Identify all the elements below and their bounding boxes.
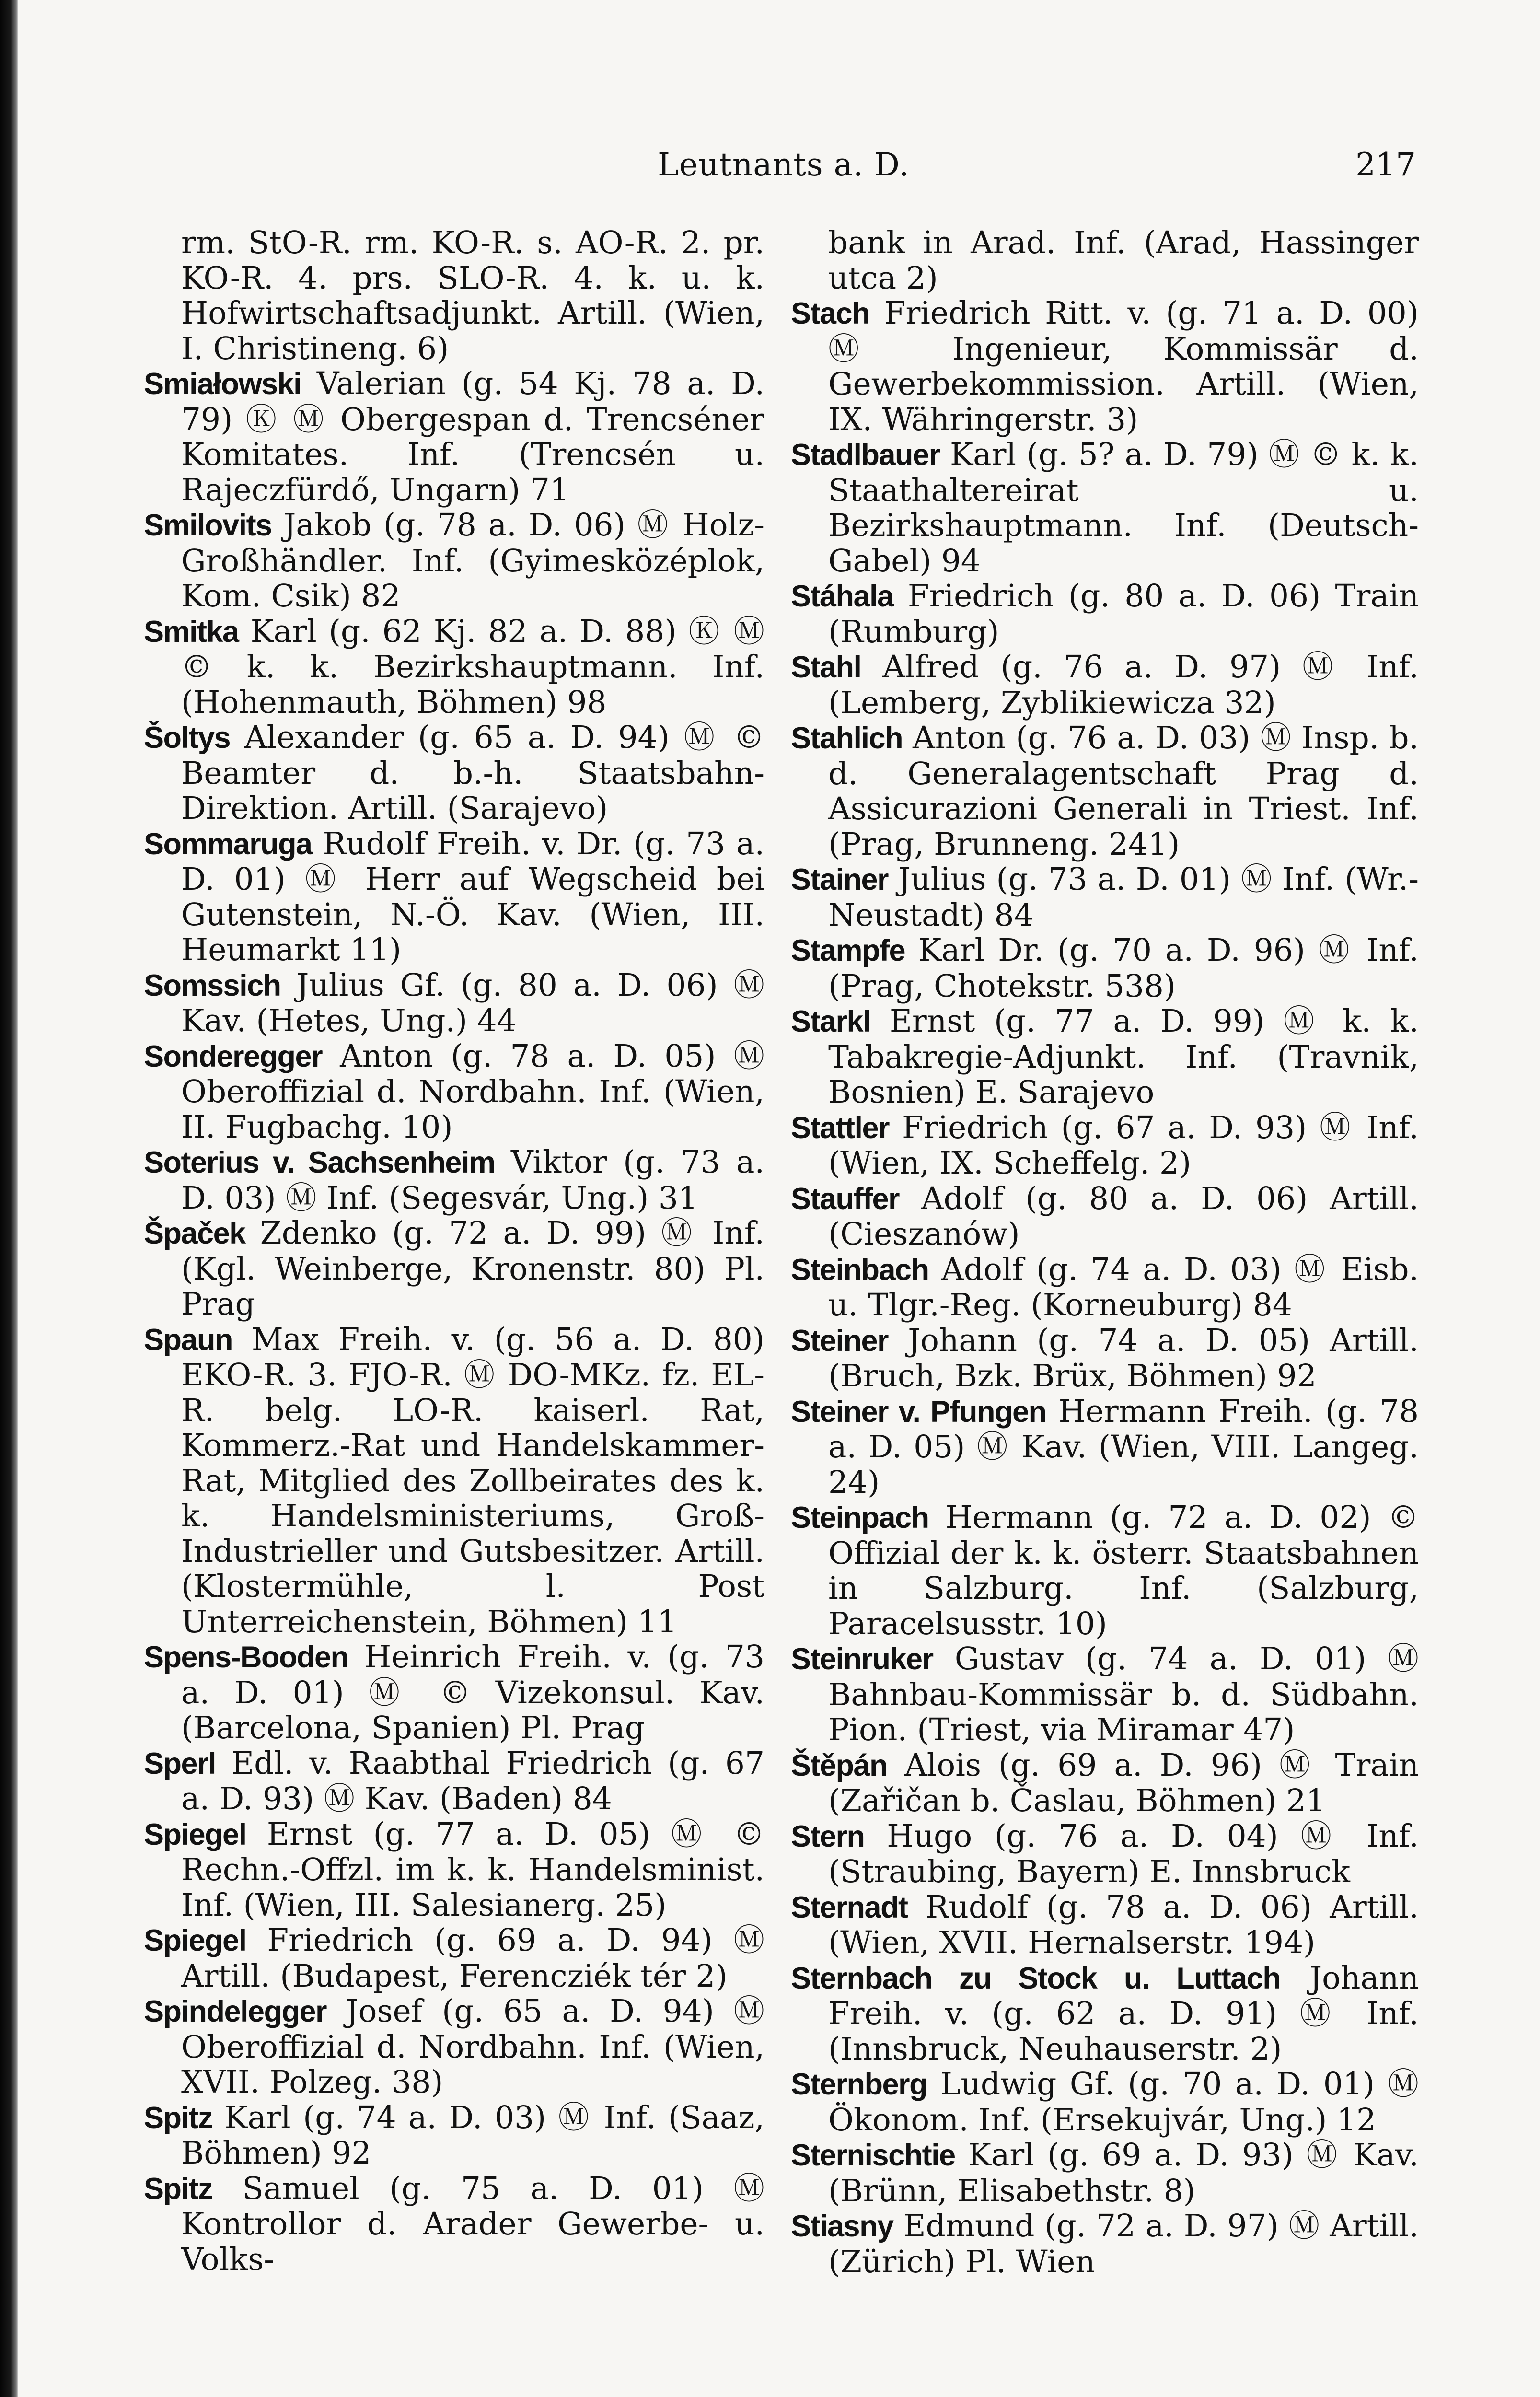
page-number: 217 — [1355, 146, 1416, 183]
entry-surname: Spens-Booden — [144, 1641, 348, 1674]
entry-details: Jakob (g. 78 a. D. 06) Ⓜ Holz-Großhändler. Inf. (Gyimesközéplok, Kom. Csik) 82 — [181, 507, 764, 614]
entry-surname: Spindelegger — [144, 1995, 327, 2028]
entry-surname: Štěpán — [791, 1748, 888, 1782]
register-entry — [791, 1181, 1419, 1252]
entry-surname: Stahlich — [791, 721, 903, 755]
register-entry — [791, 1004, 1419, 1110]
entry-details: Adolf (g. 80 a. D. 06) Artill. (Cieszanów) — [828, 1180, 1419, 1252]
register-entry — [144, 508, 764, 614]
entry-details: Ernst (g. 77 a. D. 99) Ⓜ k. k. Tabakregie-Adjunkt. Inf. (Travnik, Bosnien) E. Sarajevo — [828, 1003, 1419, 1110]
register-entry — [144, 1145, 764, 1216]
entry-surname: Sternbach zu Stock u. Luttach — [791, 1961, 1281, 1995]
entry-surname: Stampfe — [791, 934, 905, 967]
entry-details: Anton (g. 76 a. D. 03) Ⓜ Insp. b. d. Generalagentschaft Prag d. Assicurazioni Generali in Triest. Inf. (Prag, Brunneng. 241) — [828, 720, 1419, 862]
entry-surname: Sternischtie — [791, 2139, 955, 2172]
register-entry — [791, 721, 1419, 862]
register-entry — [791, 1110, 1419, 1181]
register-entry — [791, 1394, 1419, 1501]
entry-details: Viktor (g. 73 a. D. 03) Ⓜ Inf. (Segesvár, Ung.) 31 — [181, 1144, 764, 1216]
register-entry — [791, 1252, 1419, 1323]
entry-surname: Stach — [791, 297, 870, 330]
register-entry — [791, 296, 1419, 437]
register-entry — [144, 2171, 764, 2278]
entry-details: Karl (g. 69 a. D. 93) Ⓜ Kav. (Brünn, Elisabethstr. 8) — [828, 2137, 1419, 2209]
entry-details: Alfred (g. 76 a. D. 97) Ⓜ Inf. (Lemberg, Zyblikiewicza 32) — [828, 649, 1419, 721]
entry-details: Karl (g. 62 Kj. 82 a. D. 88) Ⓚ Ⓜ © k. k. Bezirkshauptmann. Inf. (Hohenmauth, Böhmen) 98 — [181, 613, 764, 721]
scan-binding-edge — [0, 0, 18, 2397]
register-entry — [144, 1640, 764, 1746]
entry-surname: Steinpach — [791, 1501, 929, 1535]
entry-surname: Stern — [791, 1819, 865, 1853]
entry-details: Hermann Freih. (g. 78 a. D. 05) Ⓜ Kav. (Wien, VIII. Langeg. 24) — [828, 1393, 1419, 1501]
entry-surname: Sommaruga — [144, 827, 312, 861]
entry-surname: Smiałowski — [144, 367, 301, 401]
register-entry — [791, 2209, 1419, 2280]
entry-surname: Stahl — [791, 651, 861, 684]
register-entry — [144, 720, 764, 826]
running-head: Leutnants a. D. — [658, 146, 910, 183]
entry-details: Josef (g. 65 a. D. 94) Ⓜ Oberoffizial d. Nordbahn. Inf. (Wien, XVII. Polzeg. 38) — [181, 1993, 764, 2100]
entry-details: Friedrich (g. 80 a. D. 06) Train (Rumburg) — [828, 578, 1419, 650]
register-entry — [144, 1746, 764, 1817]
register-entry — [791, 1819, 1419, 1890]
register-entry — [791, 1323, 1419, 1394]
entry-surname: Steinruker — [791, 1642, 933, 1676]
entry-surname: Stáhala — [791, 580, 893, 613]
left-column — [144, 225, 764, 2287]
register-entry — [791, 1890, 1419, 1961]
entry-details: Gustav (g. 74 a. D. 01) Ⓜ Bahnbau-Kommissär b. d. Südbahn. Pion. (Triest, via Miramar 47) — [828, 1641, 1419, 1748]
entry-continuation — [144, 225, 764, 366]
entry-details: Friedrich (g. 69 a. D. 94) Ⓜ Artill. (Budapest, Ferencziék tér 2) — [181, 1922, 764, 1994]
register-entry — [144, 826, 764, 968]
entry-details: Valerian (g. 54 Kj. 78 a. D. 79) Ⓚ Ⓜ Obergespan d. Trencséner Komitates. Inf. (Trencsén u. Rajeczfürdő, Ungarn) 71 — [181, 366, 764, 508]
entry-details: Edl. v. Raabthal Friedrich (g. 67 a. D. 93) Ⓜ Kav. (Baden) 84 — [181, 1745, 764, 1817]
register-entry — [144, 366, 764, 508]
entry-details: Samuel (g. 75 a. D. 01) Ⓜ Kontrollor d. Arader Gewerbe- u. Volks- — [181, 2170, 764, 2278]
entry-surname: Špaček — [144, 1217, 245, 1250]
entry-surname: Spitz — [144, 2101, 212, 2135]
entry-surname: Steiner v. Pfungen — [791, 1395, 1046, 1429]
entry-details: Julius (g. 73 a. D. 01) Ⓜ Inf. (Wr.-Neustadt) 84 — [828, 861, 1419, 933]
entry-details: Alexander (g. 65 a. D. 94) Ⓜ © Beamter d. b.-h. Staatsbahn-Direktion. Artill. (Sarajevo) — [181, 720, 764, 826]
entry-details: Karl Dr. (g. 70 a. D. 96) Ⓜ Inf. (Prag, Chotekstr. 538) — [828, 932, 1419, 1004]
entry-details: Ludwig Gf. (g. 70 a. D. 01) Ⓜ Ökonom. Inf. (Ersekujvár, Ung.) 12 — [828, 2066, 1419, 2138]
register-entry — [791, 1500, 1419, 1641]
entry-surname: Sternberg — [791, 2068, 927, 2101]
register-entry — [144, 1322, 764, 1640]
entry-details: rm. StO-R. rm. KO-R. s. AO-R. 2. pr. KO-R. 4. prs. SLO-R. 4. k. u. k. Hofwirtschaftsadjunkt. Artill. (Wien, I. Christineng. 6) — [181, 225, 764, 367]
register-entry — [791, 1961, 1419, 2067]
entry-surname: Stauffer — [791, 1182, 900, 1216]
entry-surname: Šoltys — [144, 721, 231, 755]
entry-details: Hugo (g. 76 a. D. 04) Ⓜ Inf. (Straubing, Bayern) E. Innsbruck — [828, 1818, 1419, 1890]
register-entry — [144, 968, 764, 1039]
entry-details: bank in Arad. Inf. (Arad, Hassinger utca 2) — [828, 225, 1419, 296]
register-entry — [144, 614, 764, 721]
entry-surname: Stadlbauer — [791, 438, 940, 472]
entry-surname: Spitz — [144, 2172, 212, 2206]
entry-surname: Sternadt — [791, 1890, 908, 1924]
entry-details: Karl (g. 5? a. D. 79) Ⓜ © k. k. Staathaltereirat u. Bezirkshauptmann. Inf. (Deutsch-Gabel) 94 — [828, 437, 1419, 579]
entry-surname: Steinbach — [791, 1253, 929, 1287]
register-entry — [791, 437, 1419, 579]
entry-surname: Sonderegger — [144, 1039, 323, 1073]
entry-details: Johann Freih. v. (g. 62 a. D. 91) Ⓜ Inf. (Innsbruck, Neuhauserstr. 2) — [828, 1960, 1419, 2067]
entry-continuation — [791, 225, 1419, 296]
right-column — [791, 225, 1419, 2287]
page-header — [658, 146, 1416, 199]
register-entry — [791, 862, 1419, 933]
register-entry — [791, 2067, 1419, 2138]
entry-details: Friedrich Ritt. v. (g. 71 a. D. 00) Ⓜ Ingenieur, Kommissär d. Gewerbekommission. Artill. (Wien, IX. Währingerstr. 3) — [828, 295, 1419, 438]
register-entry — [144, 1039, 764, 1145]
entry-details: Rudolf (g. 78 a. D. 06) Artill. (Wien, XVII. Hernalserstr. 194) — [828, 1889, 1419, 1961]
entry-details: Max Freih. v. (g. 56 a. D. 80) EKO-R. 3. FJO-R. Ⓜ DO-MKz. fz. EL-R. belg. LO-R. kaiserl. Rat, Kommerz.-Rat und Handelskammer-Rat, Mitglied des Zollbeirates des k. k. Handelsministeriums, Groß-Industrieller und Gutsbesitzer. Artill. (Klostermühle, l. Post Unterreichenstein, Böhmen) 11 — [181, 1321, 764, 1640]
entry-details: Zdenko (g. 72 a. D. 99) Ⓜ Inf. (Kgl. Weinberge, Kronenstr. 80) Pl. Prag — [181, 1215, 764, 1322]
entry-surname: Steiner — [791, 1324, 889, 1358]
entry-surname: Soterius v. Sachsenheim — [144, 1146, 495, 1179]
register-entry — [791, 650, 1419, 721]
entry-details: Hermann (g. 72 a. D. 02) © Offizial der k. k. österr. Staatsbahnen in Salzburg. Inf. (Salzburg, Paracelsusstr. 10) — [828, 1500, 1419, 1642]
register-entry — [144, 2100, 764, 2171]
entry-details: Johann (g. 74 a. D. 05) Artill. (Bruch, Bzk. Brüx, Böhmen) 92 — [828, 1322, 1419, 1394]
register-entry — [791, 933, 1419, 1004]
entry-details: Karl (g. 74 a. D. 03) Ⓜ Inf. (Saaz, Böhmen) 92 — [181, 2099, 764, 2171]
entry-surname: Smitka — [144, 615, 239, 649]
entry-details: Friedrich (g. 67 a. D. 93) Ⓜ Inf. (Wien, IX. Scheffelg. 2) — [828, 1109, 1419, 1181]
register-entry — [144, 1817, 764, 1923]
register-entry — [791, 579, 1419, 650]
entry-surname: Smilovits — [144, 509, 272, 542]
entry-details: Adolf (g. 74 a. D. 03) Ⓜ Eisb. u. Tlgr.-Reg. (Korneuburg) 84 — [828, 1251, 1419, 1323]
entry-details: Heinrich Freih. v. (g. 73 a. D. 01) Ⓜ © Vizekonsul. Kav. (Barcelona, Spanien) Pl. Prag — [181, 1639, 764, 1746]
register-entry — [144, 1923, 764, 1994]
register-entry — [791, 1748, 1419, 1819]
entry-details: Anton (g. 78 a. D. 05) Ⓜ Oberoffizial d. Nordbahn. Inf. (Wien, II. Fugbachg. 10) — [181, 1038, 764, 1145]
entry-surname: Starkl — [791, 1005, 871, 1038]
entry-surname: Stainer — [791, 863, 889, 896]
entry-details: Rudolf Freih. v. Dr. (g. 73 a. D. 01) Ⓜ Herr auf Wegscheid bei Gutenstein, N.-Ö. Kav. (Wien, III. Heumarkt 11) — [181, 826, 764, 968]
register-entry — [144, 1994, 764, 2100]
entry-surname: Spaun — [144, 1323, 233, 1357]
entry-details: Julius Gf. (g. 80 a. D. 06) Ⓜ Kav. (Hetes, Ung.) 44 — [181, 967, 764, 1039]
entry-surname: Stiasny — [791, 2210, 893, 2243]
register-entry — [791, 1641, 1419, 1748]
entry-surname: Spiegel — [144, 1817, 246, 1851]
entry-surname: Spiegel — [144, 1924, 246, 1957]
entry-details: Ernst (g. 77 a. D. 05) Ⓜ © Rechn.-Offzl. im k. k. Handelsminist. Inf. (Wien, III. Salesianerg. 25) — [181, 1816, 764, 1923]
register-entry — [144, 1216, 764, 1322]
entry-surname: Stattler — [791, 1111, 890, 1145]
entry-details: Edmund (g. 72 a. D. 97) Ⓜ Artill. (Zürich) Pl. Wien — [828, 2208, 1419, 2280]
entry-surname: Sperl — [144, 1746, 216, 1780]
register-entry — [791, 2138, 1419, 2209]
entry-surname: Somssich — [144, 968, 281, 1002]
entry-details: Alois (g. 69 a. D. 96) Ⓜ Train (Zařičan b. Časlau, Böhmen) 21 — [828, 1747, 1419, 1819]
